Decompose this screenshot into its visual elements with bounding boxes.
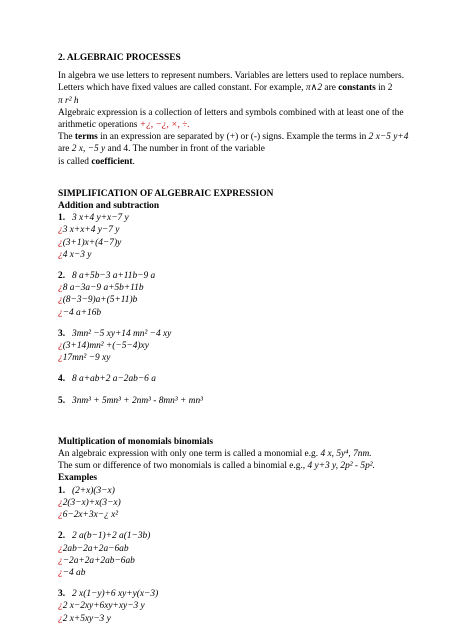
step-marker: ¿ bbox=[58, 225, 63, 236]
step-marker: ¿ bbox=[58, 543, 63, 554]
simplification-examples bbox=[58, 212, 418, 416]
example-expression: 3mn² −5 xy+14 mn² −4 xy bbox=[72, 328, 172, 339]
example-number: 1. bbox=[58, 485, 66, 496]
step-marker: ¿ bbox=[58, 341, 63, 352]
addition-subtitle: Addition and subtraction bbox=[58, 201, 160, 212]
step-expression: 6−2x+3x−¿ x² bbox=[62, 510, 119, 521]
example-first-line bbox=[58, 588, 418, 600]
example-step bbox=[58, 340, 418, 352]
step-marker: ¿ bbox=[58, 353, 63, 364]
example-item bbox=[58, 485, 418, 531]
step-marker: ¿ bbox=[58, 567, 63, 578]
example-number: 5. bbox=[58, 395, 66, 406]
example-expression: 2 a(b−1)+2 a(1−3b) bbox=[72, 531, 151, 542]
step-expression: 2(3−x)+x(3−x) bbox=[62, 497, 121, 508]
intro-line-6: The terms in an expression are separated by (+) or (-) signs. Example the terms in 2 x−5 y+4 bbox=[58, 132, 409, 143]
step-marker: ¿ bbox=[58, 249, 63, 260]
example-item bbox=[58, 328, 418, 374]
example-step bbox=[58, 352, 418, 364]
multiplication-title: Multiplication of monomials binomials bbox=[58, 436, 213, 447]
example-item bbox=[58, 212, 418, 270]
example-step bbox=[58, 249, 418, 261]
example-number: 3. bbox=[58, 589, 66, 600]
example-item bbox=[58, 588, 418, 634]
example-step bbox=[58, 509, 418, 521]
example-step bbox=[58, 282, 418, 294]
intro-line-5: arithmetic operations +¿, −¿, ×, ÷. bbox=[58, 120, 190, 131]
intro-line-7: are 2 x, −5 y and 4. The number in front of the variable bbox=[58, 144, 265, 155]
example-number: 2. bbox=[58, 271, 66, 282]
intro-line-2: Letters which have fixed values are called constant. For example, π∧2 are constants in 2 bbox=[58, 83, 393, 94]
example-step bbox=[58, 294, 418, 306]
step-expression: 2ab−2a+2a−6ab bbox=[62, 543, 129, 554]
step-marker: ¿ bbox=[58, 555, 63, 566]
step-marker: ¿ bbox=[58, 497, 63, 508]
step-marker: ¿ bbox=[58, 295, 63, 306]
multiplication-examples bbox=[58, 485, 418, 634]
example-item bbox=[58, 270, 418, 328]
step-expression: 3 x+x+4 y−7 y bbox=[62, 225, 120, 236]
intro-line-1: In algebra we use letters to represent numbers. Variables are letters used to replace numbers. bbox=[58, 71, 405, 82]
example-number: 4. bbox=[58, 374, 66, 385]
examples-heading: Examples bbox=[58, 473, 98, 484]
example-first-line bbox=[58, 530, 418, 542]
step-expression: (3+14)mn² +(−5−4)xy bbox=[62, 341, 149, 352]
example-expression: 8 a+ab+2 a−2ab−6 a bbox=[72, 374, 156, 385]
example-step bbox=[58, 543, 418, 555]
intro-line-8: is called coefficient. bbox=[58, 156, 135, 167]
step-expression: −4 ab bbox=[62, 567, 86, 578]
intro-line-3: π r² h bbox=[58, 95, 79, 106]
example-step bbox=[58, 237, 418, 249]
step-expression: (3+1)x+(4−7)y bbox=[62, 237, 122, 248]
step-expression: (8−3−9)a+(5+11)b bbox=[62, 295, 138, 306]
step-marker: ¿ bbox=[58, 237, 63, 248]
example-number: 1. bbox=[58, 213, 66, 224]
step-expression: 2 x+5xy−3 y bbox=[62, 613, 111, 624]
step-marker: ¿ bbox=[58, 307, 63, 318]
step-expression: −2a+2a+2ab−6ab bbox=[62, 555, 135, 566]
example-expression: 8 a+5b−3 a+11b−9 a bbox=[72, 271, 156, 282]
example-first-line bbox=[58, 328, 418, 340]
example-item bbox=[58, 395, 418, 416]
binomial-definition: The sum or difference of two monomials is called a binomial e.g., 4 y+3 y, 2p² - 5p². bbox=[58, 461, 375, 472]
example-first-line bbox=[58, 485, 418, 497]
example-expression: 2 x(1−y)+6 xy+y(x−3) bbox=[72, 589, 159, 600]
simplification-title: SIMPLIFICATION OF ALGEBRAIC EXPRESSION bbox=[58, 188, 274, 199]
intro-line-4: Algebraic expression is a collection of letters and symbols combined with at least one of the bbox=[58, 107, 404, 118]
example-expression: (2+x)(3−x) bbox=[72, 485, 115, 496]
monomial-definition: An algebraic expression with only one term is called a monomial e.g. 4 x, 5y⁴, 7nm. bbox=[58, 449, 372, 460]
example-step bbox=[58, 224, 418, 236]
example-item bbox=[58, 530, 418, 588]
step-expression: 2 x−2xy+6xy+xy−3 y bbox=[62, 601, 145, 612]
example-expression: 3nm³ + 5mn³ + 2nm³ - 8mn³ + mn³ bbox=[72, 395, 203, 406]
step-marker: ¿ bbox=[58, 283, 63, 294]
step-marker: ¿ bbox=[58, 601, 63, 612]
example-first-line bbox=[58, 373, 418, 385]
example-number: 2. bbox=[58, 531, 66, 542]
step-marker: ¿ bbox=[58, 510, 63, 521]
example-item bbox=[58, 373, 418, 394]
example-step bbox=[58, 567, 418, 579]
step-expression: 17mn² −9 xy bbox=[62, 353, 111, 364]
example-step bbox=[58, 613, 418, 625]
example-first-line bbox=[58, 395, 418, 407]
example-step bbox=[58, 307, 418, 319]
step-marker: ¿ bbox=[58, 613, 63, 624]
step-expression: 4 x−3 y bbox=[62, 249, 92, 260]
example-first-line bbox=[58, 212, 418, 224]
example-step bbox=[58, 600, 418, 612]
example-step bbox=[58, 555, 418, 567]
step-expression: 8 a−3a−9 a+5b+11b bbox=[62, 283, 144, 294]
page-content bbox=[58, 52, 418, 634]
step-expression: −4 a+16b bbox=[62, 307, 102, 318]
example-first-line bbox=[58, 270, 418, 282]
example-step bbox=[58, 497, 418, 509]
example-expression: 3 x+4 y+x−7 y bbox=[72, 213, 129, 224]
example-number: 3. bbox=[58, 328, 66, 339]
section-title: 2. ALGEBRAIC PROCESSES bbox=[58, 53, 181, 63]
